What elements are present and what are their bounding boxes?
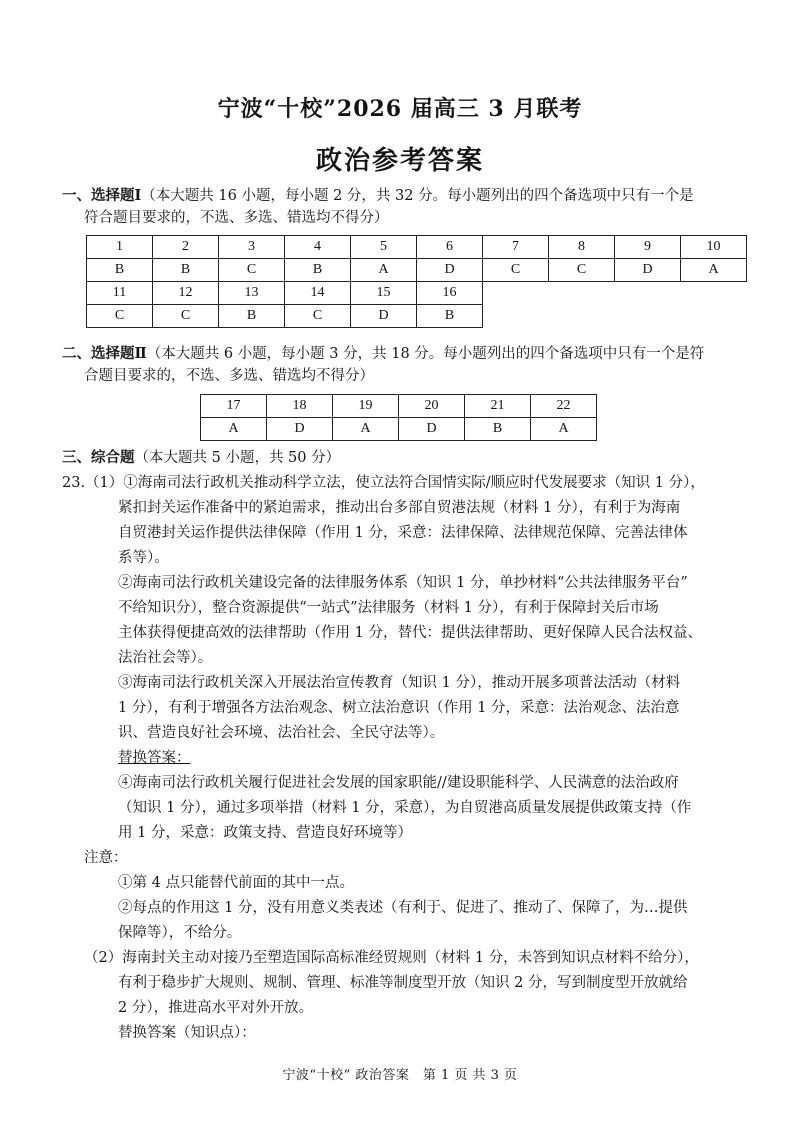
question-number: 15: [351, 282, 417, 305]
section2-answer-table: [200, 394, 597, 441]
answer-cell: C: [87, 305, 153, 328]
table-row: [87, 282, 747, 305]
section1-desc: （本大题共 16 小题，每小题 2 分，共 32 分。每小题列出的四个备选项中只有一个是: [141, 188, 694, 204]
question-number: 22: [531, 395, 597, 418]
answer-cell: C: [549, 259, 615, 282]
empty-cell: [615, 305, 681, 328]
question-number: 17: [201, 395, 267, 418]
empty-cell: [681, 305, 747, 328]
answer-cell: D: [417, 259, 483, 282]
answer-cell: D: [351, 305, 417, 328]
answer-line: 自贸港封关运作提供法律保障（作用 1 分，采意：法律保障、法律规范保障、完善法律体: [118, 525, 688, 541]
question-number: 20: [399, 395, 465, 418]
answer-line: ②海南司法行政机关建设完备的法律服务体系（知识 1 分，单抄材料“公共法律服务平台”: [118, 575, 688, 591]
answer-cell: C: [219, 259, 285, 282]
note-line: ①第 4 点只能替代前面的其中一点。: [118, 875, 354, 891]
answer-line: 用 1 分，采意：政策支持、营造良好环境等）: [118, 825, 412, 841]
note-line: ②每点的作用这 1 分，没有用意义类表述（有利于、促进了、推动了、保障了，为…提供: [118, 900, 688, 916]
answer-cell: A: [351, 259, 417, 282]
answer-line: 2 分），推进高水平对外开放。: [118, 1000, 314, 1016]
answer-line: 系等）。: [118, 550, 169, 566]
section2-heading: 二、选择题Ⅱ: [62, 345, 147, 362]
question-number: 7: [483, 236, 549, 259]
answer-cell: B: [285, 259, 351, 282]
note-label: 注意：: [84, 850, 128, 866]
page-footer: 宁波“十校” 政治答案 第 1 页 共 3 页: [282, 1068, 518, 1083]
answer-line: 紧扣封关运作准备中的紧迫需求，推动出台多部自贸港法规（材料 1 分），有利于为海南: [118, 500, 681, 516]
question-number: 8: [549, 236, 615, 259]
question-number: 19: [333, 395, 399, 418]
section3-desc: （本大题共 5 小题，共 50 分）: [134, 450, 341, 466]
answer-line: （知识 1 分），通过多项举措（材料 1 分，采意），为自贸港高质量发展提供政策支持（作: [118, 800, 692, 816]
empty-cell: [483, 282, 549, 305]
question-number: 11: [87, 282, 153, 305]
question-number: 16: [417, 282, 483, 305]
section1-heading-line: [62, 186, 694, 206]
answer-cell: B: [417, 305, 483, 328]
question-number: 4: [285, 236, 351, 259]
answer-line: 不给知识分），整合资源提供“一站式”法律服务（材料 1 分），有利于保障封关后市场: [118, 600, 659, 616]
empty-cell: [549, 282, 615, 305]
table-row: [87, 236, 747, 259]
section3-heading-line: [62, 448, 340, 468]
table-row: [87, 259, 747, 282]
table-row: [201, 418, 597, 441]
answer-cell: B: [87, 259, 153, 282]
question-number: 1: [87, 236, 153, 259]
section1-heading: 一、选择题Ⅰ: [62, 187, 142, 204]
answer-line: ④海南司法行政机关履行促进社会发展的国家职能//建设职能科学、人民满意的法治政府: [118, 775, 679, 791]
exam-title: 宁波“十校”2026 届高三 3 月联考: [217, 96, 583, 122]
answer-line: 1 分），有利于增强各方法治观念、树立法治意识（作用 1 分，采意：法治观念、法治意: [118, 700, 680, 716]
replacement-answer-label: 替换答案：: [118, 750, 191, 766]
question-number: 13: [219, 282, 285, 305]
empty-cell: [549, 305, 615, 328]
answer-cell: D: [615, 259, 681, 282]
table-row: [201, 395, 597, 418]
answer-cell: D: [399, 418, 465, 441]
section1-desc-line2: 符合题目要求的，不选、多选、错选均不得分）: [84, 210, 389, 226]
note-line: 保障等），不给分。: [118, 925, 242, 941]
answer-line: ③海南司法行政机关深入开展法治宣传教育（知识 1 分），推动开展多项普法活动（材料: [118, 675, 681, 691]
section2-desc: （本大题共 6 小题，每小题 3 分，共 18 分。每小题列出的四个备选项中只有一个是符: [146, 346, 705, 362]
section1-answer-table: [86, 235, 747, 328]
answer-cell: A: [681, 259, 747, 282]
empty-cell: [483, 305, 549, 328]
question-number: 18: [267, 395, 333, 418]
answer-cell: B: [465, 418, 531, 441]
answer-line: 识、营造良好社会环境、法治社会、全民守法等）。: [118, 725, 445, 741]
answer-line: 主体获得便捷高效的法律帮助（作用 1 分，替代：提供法律帮助、更好保障人民合法权益、: [118, 625, 702, 641]
table-row: [87, 305, 747, 328]
answer-line: 法治社会等）。: [118, 650, 213, 666]
question-number: 10: [681, 236, 747, 259]
answer-cell: A: [531, 418, 597, 441]
section2-heading-line: [62, 344, 704, 364]
question-number: 2: [153, 236, 219, 259]
answer-cell: A: [201, 418, 267, 441]
empty-cell: [681, 282, 747, 305]
replacement-answer-label: 替换答案（知识点）：: [118, 1025, 256, 1041]
answer-line: （2）海南封关主动对接乃至塑造国际高标准经贸规则（材料 1 分，未答到知识点材料不给分），: [84, 950, 699, 966]
answer-cell: B: [219, 305, 285, 328]
question-number: 14: [285, 282, 351, 305]
answer-line: 23.（1）①海南司法行政机关推动科学立法，使立法符合国情实际/顺应时代发展要求（知识 1 分），: [62, 475, 705, 491]
answer-cell: B: [153, 259, 219, 282]
answer-cell: C: [153, 305, 219, 328]
question-number: 9: [615, 236, 681, 259]
section2-desc-line2: 合题目要求的，不选、多选、错选均不得分）: [84, 368, 374, 384]
answer-cell: C: [285, 305, 351, 328]
question-number: 21: [465, 395, 531, 418]
page-title: 政治参考答案: [315, 146, 484, 176]
section3-heading: 三、综合题: [62, 449, 135, 466]
empty-cell: [615, 282, 681, 305]
question-number: 12: [153, 282, 219, 305]
answer-cell: D: [267, 418, 333, 441]
question-number: 5: [351, 236, 417, 259]
answer-cell: C: [483, 259, 549, 282]
question-number: 3: [219, 236, 285, 259]
answer-cell: A: [333, 418, 399, 441]
answer-line: 有利于稳步扩大规则、规制、管理、标准等制度型开放（知识 2 分，写到制度型开放就给: [118, 975, 688, 991]
question-number: 6: [417, 236, 483, 259]
